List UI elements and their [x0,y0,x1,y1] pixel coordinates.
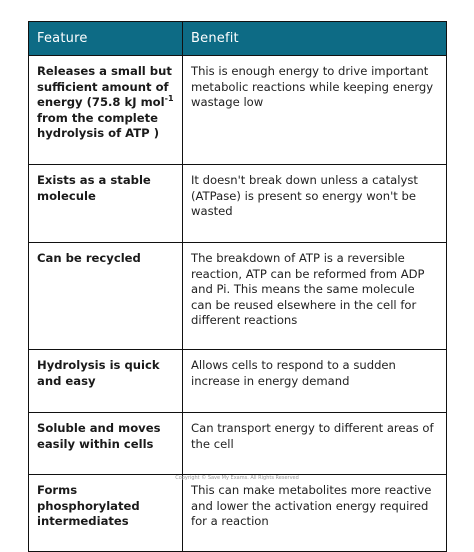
table-row [29,350,447,413]
table-header-row [29,22,447,56]
feature-text: Releases a small but sufficient amount of energy (75.8 kJ mol [37,64,172,109]
benefit-cell: This is enough energy to drive important metabolic reactions while keeping energy wastage low [183,56,447,165]
table-row [29,475,447,552]
benefit-cell: It doesn't break down unless a catalyst (ATPase) is present so energy won't be wasted [183,165,447,243]
feature-cell: Hydrolysis is quick and easy [29,350,183,413]
feature-benefit-table-container [28,21,446,552]
copyright-footer: Copyright © Save My Exams. All Rights Reserved [175,475,299,481]
header-feature: Feature [29,22,183,56]
feature-benefit-table [28,21,447,552]
feature-text-tail: from the complete hydrolysis of ATP ) [37,110,159,140]
table-row [29,165,447,243]
feature-cell: Forms phosphorylated intermediates [29,475,183,552]
feature-cell: Exists as a stable molecule [29,165,183,243]
benefit-cell: This can make metabolites more reactive and lower the activation energy required for a reaction [183,475,447,552]
table-row [29,413,447,475]
header-benefit: Benefit [183,22,447,56]
benefit-cell: The breakdown of ATP is a reversible reaction, ATP can be reformed from ADP and Pi. This means the same molecule can be reused elsewhere in the cell for different reactions [183,243,447,350]
feature-cell [29,56,183,165]
unit-exponent: -1 [164,94,174,104]
benefit-cell: Can transport energy to different areas of the cell [183,413,447,475]
feature-cell: Can be recycled [29,243,183,350]
table-row [29,56,447,165]
table-row [29,243,447,350]
feature-cell: Soluble and moves easily within cells [29,413,183,475]
benefit-cell: Allows cells to respond to a sudden increase in energy demand [183,350,447,413]
